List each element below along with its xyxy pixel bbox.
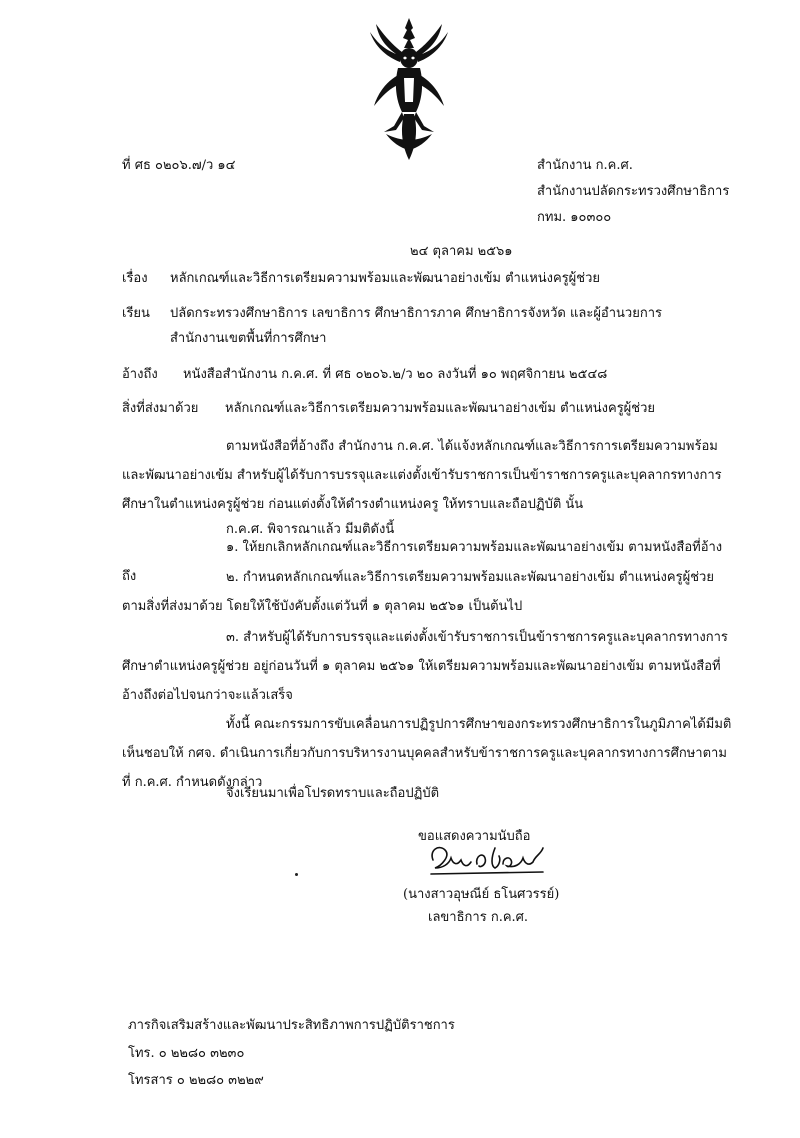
signer-name: (นางสาวอุษณีย์ ธโนศวรรย์)	[403, 887, 560, 902]
subject-text: หลักเกณฑ์และวิธีการเตรียมความพร้อมและพัฒนาอย่างเข้ม ตำแหน่งครูผู้ช่วย	[170, 271, 601, 286]
resolution-item-3: ๓. สำหรับผู้ได้รับการบรรจุและแต่งตั้งเข้ารับราชการเป็นข้าราชการครูและบุคลากรทางการศึกษาตำแหน่งครูผู้ช่วย อยู่ก่อนวันที่ ๑ ตุลาคม ๒๕๖๑ ให้เตรียมความพร้อมและพัฒนาอย่างเข้ม ตามหนังสือที่อ้างถึงต่อไปจนกว่าจะแล้วเสร็จ	[122, 630, 728, 703]
reference-text: หนังสือสำนักงาน ก.ค.ศ. ที่ ศธ ๐๒๐๖.๒/ว ๒๐ ลงวันที่ ๑๐ พฤศจิกายน ๒๕๔๘	[183, 367, 608, 382]
office-line-1: สำนักงาน ก.ค.ศ.	[537, 158, 633, 173]
enclosure-label: สิ่งที่ส่งมาด้วย	[122, 401, 199, 416]
body-paragraph-1: ตามหนังสือที่อ้างถึง สำนักงาน ก.ค.ศ. ได้แจ้งหลักเกณฑ์และวิธีการการเตรียมความพร้อมและพัฒนาอย่างเข้ม สำหรับผู้ได้รับการบรรจุและแต่งตั้งเข้ารับราชการเป็นข้าราชการครูและบุคลากรทางการศึกษาในตำแหน่งครูผู้ช่วย ก่อนแต่งตั้งให้ดำรงตำแหน่งครู ให้ทราบและถือปฏิบัติ นั้น	[122, 439, 722, 512]
to-label: เรียน	[122, 306, 150, 321]
document-number: ที่ ศธ ๐๒๐๖.๗/ว ๑๔	[122, 158, 236, 173]
to-line-1: ปลัดกระทรวงศึกษาธิการ เลขาธิการ ศึกษาธิการภาค ศึกษาธิการจังหวัด และผู้อำนวยการ	[170, 306, 663, 321]
signer-title: เลขาธิการ ก.ค.ศ.	[428, 910, 529, 925]
footer-telephone: โทร. ๐ ๒๒๘๐ ๓๒๓๐	[128, 1046, 245, 1061]
resolution-item-2: ๒. กำหนดหลักเกณฑ์และวิธีการเตรียมความพร้อมและพัฒนาอย่างเข้ม ตำแหน่งครูผู้ช่วยตามสิ่งที่ส่งมาด้วย โดยให้ใช้บังคับตั้งแต่วันที่ ๑ ตุลาคม ๒๕๖๑ เป็นต้นไป	[122, 570, 714, 614]
letter-date: ๒๔ ตุลาคม ๒๕๖๑	[410, 244, 513, 259]
body-paragraph-3: ทั้งนี้ คณะกรรมการขับเคลื่อนการปฏิรูปการศึกษาของกระทรวงศึกษาธิการในภูมิภาคได้มีมติเห็นชอบให้ กศจ. ดำเนินการเกี่ยวกับการบริหารงานบุคคลสำหรับข้าราชการครูและบุคลากรทางการศึกษาตามที่ ก.ค.ศ. กำหนดดังกล่าว	[122, 717, 732, 790]
regards: ขอแสดงความนับถือ	[418, 829, 531, 844]
reference-label: อ้างถึง	[122, 367, 158, 382]
enclosure-text: หลักเกณฑ์และวิธีการเตรียมความพร้อมและพัฒนาอย่างเข้ม ตำแหน่งครูผู้ช่วย	[225, 401, 656, 416]
resolution-intro: ก.ค.ศ. พิจารณาแล้ว มีมติดังนี้	[226, 522, 395, 537]
footer-fax: โทรสาร ๐ ๒๒๘๐ ๓๒๒๙	[128, 1073, 264, 1088]
scan-speck	[295, 873, 298, 876]
to-line-2: สำนักงานเขตพื้นที่การศึกษา	[170, 331, 327, 346]
subject-label: เรื่อง	[122, 271, 148, 286]
footer-division: ภารกิจเสริมสร้างและพัฒนาประสิทธิภาพการปฏิบัติราชการ	[128, 1018, 455, 1033]
garuda-emblem-icon	[364, 14, 454, 164]
resolution-item-1: ๑. ให้ยกเลิกหลักเกณฑ์และวิธีการเตรียมความพร้อมและพัฒนาอย่างเข้ม ตามหนังสือที่อ้างถึง	[122, 540, 723, 584]
office-line-3: กทม. ๑๐๓๐๐	[537, 210, 612, 225]
signature-icon	[425, 838, 555, 880]
closing-line: จึงเรียนมาเพื่อโปรดทราบและถือปฏิบัติ	[226, 786, 440, 801]
office-line-2: สำนักงานปลัดกระทรวงศึกษาธิการ	[537, 184, 730, 199]
